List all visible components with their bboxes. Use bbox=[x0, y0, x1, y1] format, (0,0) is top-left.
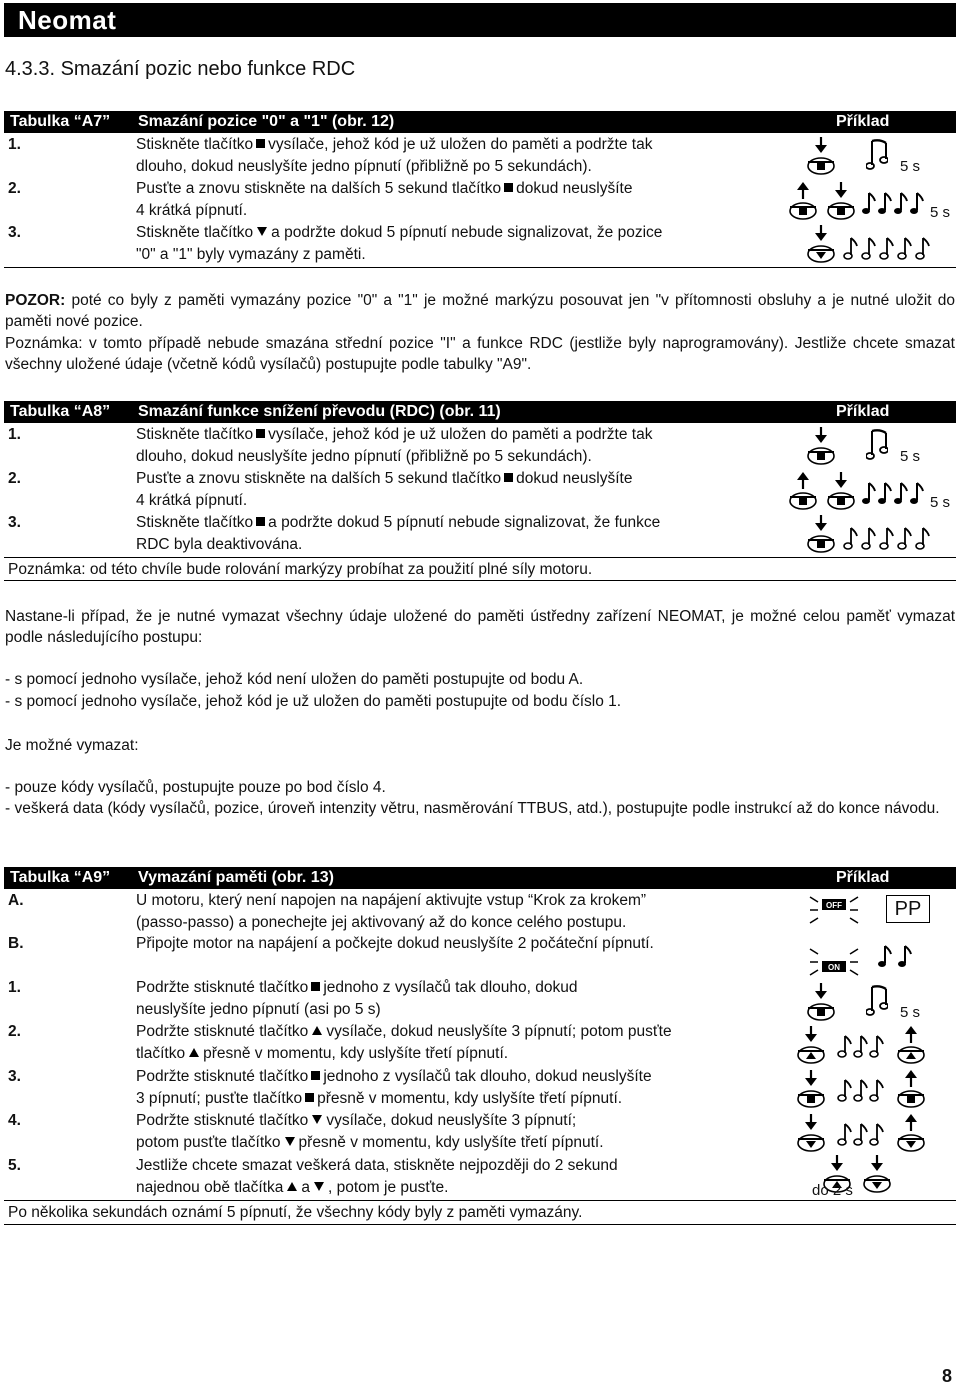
step-number: 1. bbox=[8, 136, 21, 153]
step-text: Stiskněte tlačítko vysílače, jehož kód je už uložen do paměti a podržte tak dlouho, dokud neuslyšíte jedno pípnutí (přibližně po 5 sekundách). bbox=[136, 426, 653, 465]
time-label: 5 s bbox=[900, 448, 921, 465]
step-number: 2. bbox=[8, 1023, 21, 1040]
table-label: Tabulka “A7” bbox=[10, 113, 111, 130]
page-number: 8 bbox=[941, 1366, 952, 1386]
press-down-icon bbox=[796, 1113, 826, 1153]
divider bbox=[4, 1200, 956, 1201]
final-note: Po několika sekundách oznámí 5 pípnutí, že všechny kódy byly z paměti vymazány. bbox=[8, 1204, 583, 1221]
release-stop-icon bbox=[788, 181, 818, 221]
beep-small-icon bbox=[836, 1078, 852, 1102]
divider bbox=[4, 267, 956, 268]
beep-small-icon bbox=[896, 526, 912, 550]
step-text: Jestliže chcete smazat veškerá data, stiskněte nejpozději do 2 sekund najednou obě tlačítka a , potom je pusťte. bbox=[136, 1157, 618, 1196]
step-number: 3. bbox=[8, 224, 21, 241]
note-text: Poznámka: od této chvíle bude rolování markýzy probíhat za použití plné síly motoru. bbox=[8, 561, 593, 578]
up-triangle-icon bbox=[287, 1182, 297, 1191]
brand-logo: Neomat bbox=[18, 5, 117, 35]
step-text: Podržte stisknuté tlačítko vysílače, dokud neuslyšíte 3 pípnutí; potom pusťte tlačítko přesně v momentu, kdy uslyšíte třetí pípnutí. bbox=[136, 1112, 604, 1151]
press-stop-icon bbox=[806, 982, 836, 1022]
beep-small-icon bbox=[852, 1122, 868, 1146]
beep-short-icon bbox=[876, 481, 892, 505]
time-label: 5 s bbox=[930, 494, 951, 511]
step-number: B. bbox=[8, 935, 24, 952]
beep-small-icon bbox=[860, 526, 876, 550]
beep-short-icon bbox=[892, 481, 908, 505]
stop-square-icon bbox=[256, 429, 265, 438]
off-label: OFF bbox=[826, 901, 842, 910]
beep-short-icon bbox=[860, 191, 876, 215]
step-text: Stiskněte tlačítko a podržte dokud 5 pípnutí nebude signalizovat, že pozice "0" a "1" byly vymazány z paměti. bbox=[136, 224, 663, 263]
release-down-icon bbox=[896, 1113, 926, 1153]
stop-square-icon bbox=[305, 1093, 314, 1102]
beep-short-icon bbox=[908, 481, 924, 505]
up-triangle-icon bbox=[189, 1048, 199, 1057]
beep-long-icon bbox=[866, 137, 888, 171]
step-number: 5. bbox=[8, 1157, 21, 1174]
table-a8-header bbox=[4, 401, 956, 423]
note-text: Poznámka: v tomto případě nebude smazána střední pozice "I" a funkce RDC (jestliže byly naprogramovány). Jestliže chcete smazat všechny uložené údaje (včetně kódů vysílačů) postupujte podle tabulky "A9". bbox=[5, 335, 955, 373]
stop-square-icon bbox=[256, 517, 265, 526]
press-stop-icon bbox=[806, 136, 836, 176]
table-label: Tabulka “A9” bbox=[10, 869, 111, 886]
paragraph: - s pomocí jednoho vysílače, jehož kód není uložen do paměti postupujte od bodu A. bbox=[5, 671, 584, 688]
step-text: U motoru, který není napojen na napájení aktivujte vstup “Krok za krokem” (passo-passo) a ponechejte jej aktivovaný až do konce celého postupu. bbox=[136, 892, 647, 931]
pp-input-box: PP bbox=[886, 895, 930, 923]
table-a9-header bbox=[4, 867, 956, 889]
beep-long-icon bbox=[866, 427, 888, 461]
stop-square-icon bbox=[311, 1071, 320, 1080]
warning-text: POZOR: poté co byly z paměti vymazány pozice "0" a "1" je možné markýzu posouvat jen "v přítomnosti obsluhy a je nutné uložit do paměti nové pozice. bbox=[5, 292, 955, 330]
step-text: Pusťte a znovu stiskněte na dalších 5 sekund tlačítko dokud neuslyšíte 4 krátká pípnutí. bbox=[136, 180, 633, 219]
example-label: Příklad bbox=[836, 403, 890, 420]
step-text: Stiskněte tlačítko a podržte dokud 5 pípnutí nebude signalizovat, že funkce RDC byla deaktivována. bbox=[136, 514, 661, 553]
beep-small-icon bbox=[868, 1078, 884, 1102]
stop-square-icon bbox=[256, 139, 265, 148]
divider bbox=[4, 557, 956, 558]
step-text: Pusťte a znovu stiskněte na dalších 5 sekund tlačítko dokud neuslyšíte 4 krátká pípnutí. bbox=[136, 470, 633, 509]
stop-square-icon bbox=[504, 183, 513, 192]
beep-small-icon bbox=[842, 526, 858, 550]
beep-small-icon bbox=[852, 1078, 868, 1102]
press-up-icon bbox=[796, 1025, 826, 1065]
beep-small-icon bbox=[914, 236, 930, 260]
up-triangle-icon bbox=[312, 1026, 322, 1035]
on-label: ON bbox=[828, 963, 840, 972]
release-stop-icon bbox=[896, 1069, 926, 1109]
header-bar bbox=[4, 3, 956, 37]
step-number: 2. bbox=[8, 180, 21, 197]
step-number: 1. bbox=[8, 426, 21, 443]
paragraph: Nastane-li případ, že je nutné vymazat všechny údaje uložené do paměti ústředny zařízení NEOMAT, je možné celou paměť vymazat podle následujícího postupu: bbox=[5, 608, 955, 646]
beep-small-icon bbox=[878, 236, 894, 260]
step-number: 3. bbox=[8, 514, 21, 531]
step-number: A. bbox=[8, 892, 24, 909]
time-label: 5 s bbox=[900, 1004, 921, 1021]
power-off-icon bbox=[806, 893, 862, 927]
example-label: Příklad bbox=[836, 113, 890, 130]
power-on-icon bbox=[806, 945, 862, 979]
time-label: 5 s bbox=[900, 158, 921, 175]
beep-short-icon bbox=[908, 191, 924, 215]
step-text: Podržte stisknuté tlačítko vysílače, dokud neuslyšíte 3 pípnutí; potom pusťte tlačítko přesně v momentu, kdy uslyšíte třetí pípnutí. bbox=[136, 1023, 672, 1062]
beep-short-icon bbox=[876, 191, 892, 215]
beep-small-icon bbox=[842, 236, 858, 260]
press-stop-icon bbox=[826, 471, 856, 511]
divider bbox=[4, 580, 956, 581]
divider bbox=[4, 1224, 956, 1225]
step-text: Podržte stisknuté tlačítko jednoho z vysílačů tak dlouho, dokud neuslyšíte jedno pípnutí (asi po 5 s) bbox=[136, 979, 578, 1018]
table-title: Smazání funkce snížení převodu (RDC) (obr. 11) bbox=[138, 403, 501, 420]
time-label: do 2 s bbox=[812, 1182, 853, 1199]
beep-long-icon bbox=[866, 983, 888, 1017]
beep-small-icon bbox=[860, 236, 876, 260]
paragraph: - pouze kódy vysílačů, postupujte pouze po bod číslo 4. bbox=[5, 779, 386, 796]
stop-square-icon bbox=[504, 473, 513, 482]
press-down-icon bbox=[806, 224, 836, 264]
step-number: 1. bbox=[8, 979, 21, 996]
press-down-icon bbox=[862, 1154, 892, 1194]
beep-small-icon bbox=[852, 1034, 868, 1058]
release-stop-icon bbox=[788, 471, 818, 511]
down-triangle-icon bbox=[257, 227, 267, 236]
beep-small-icon bbox=[868, 1034, 884, 1058]
down-triangle-icon bbox=[312, 1115, 322, 1124]
beep-small-icon bbox=[878, 526, 894, 550]
step-text: Stiskněte tlačítko vysílače, jehož kód je už uložen do paměti a podržte tak dlouho, dokud neuslyšíte jedno pípnutí (přibližně po 5 sekundách). bbox=[136, 136, 653, 175]
step-number: 4. bbox=[8, 1112, 21, 1129]
table-label: Tabulka “A8” bbox=[10, 403, 111, 420]
release-up-icon bbox=[896, 1025, 926, 1065]
example-label: Příklad bbox=[836, 869, 890, 886]
paragraph: Je možné vymazat: bbox=[5, 737, 139, 754]
down-triangle-icon bbox=[285, 1137, 295, 1146]
press-stop-icon bbox=[806, 514, 836, 554]
beep-short-icon bbox=[896, 944, 912, 968]
table-title: Smazání pozice "0" a "1" (obr. 12) bbox=[138, 113, 395, 130]
beep-small-icon bbox=[836, 1034, 852, 1058]
press-stop-icon bbox=[796, 1069, 826, 1109]
stop-square-icon bbox=[311, 982, 320, 991]
table-title: Vymazání paměti (obr. 13) bbox=[138, 869, 334, 886]
table-a7-header bbox=[4, 111, 956, 133]
beep-short-icon bbox=[876, 944, 892, 968]
time-label: 5 s bbox=[930, 204, 951, 221]
beep-small-icon bbox=[914, 526, 930, 550]
section-title: 4.3.3. Smazání pozic nebo funkce RDC bbox=[5, 58, 356, 80]
step-number: 2. bbox=[8, 470, 21, 487]
step-number: 3. bbox=[8, 1068, 21, 1085]
beep-small-icon bbox=[896, 236, 912, 260]
paragraph: - s pomocí jednoho vysílače, jehož kód je už uložen do paměti postupujte od bodu číslo 1. bbox=[5, 693, 622, 710]
beep-small-icon bbox=[836, 1122, 852, 1146]
step-text: Připojte motor na napájení a počkejte dokud neuslyšíte 2 počáteční pípnutí. bbox=[136, 935, 654, 952]
press-stop-icon bbox=[806, 426, 836, 466]
beep-short-icon bbox=[860, 481, 876, 505]
press-stop-icon bbox=[826, 181, 856, 221]
paragraph: - veškerá data (kódy vysílačů, pozice, úroveň intenzity větru, nasměrování TTBUS, atd.), postupujte podle instrukcí až do konce návodu. bbox=[5, 800, 940, 817]
step-text: Podržte stisknuté tlačítko jednoho z vysílačů tak dlouho, dokud neuslyšíte 3 pípnutí; pusťte tlačítko přesně v momentu, kdy uslyšíte třetí pípnutí. bbox=[136, 1068, 652, 1107]
beep-small-icon bbox=[868, 1122, 884, 1146]
beep-short-icon bbox=[892, 191, 908, 215]
down-triangle-icon bbox=[314, 1182, 324, 1191]
